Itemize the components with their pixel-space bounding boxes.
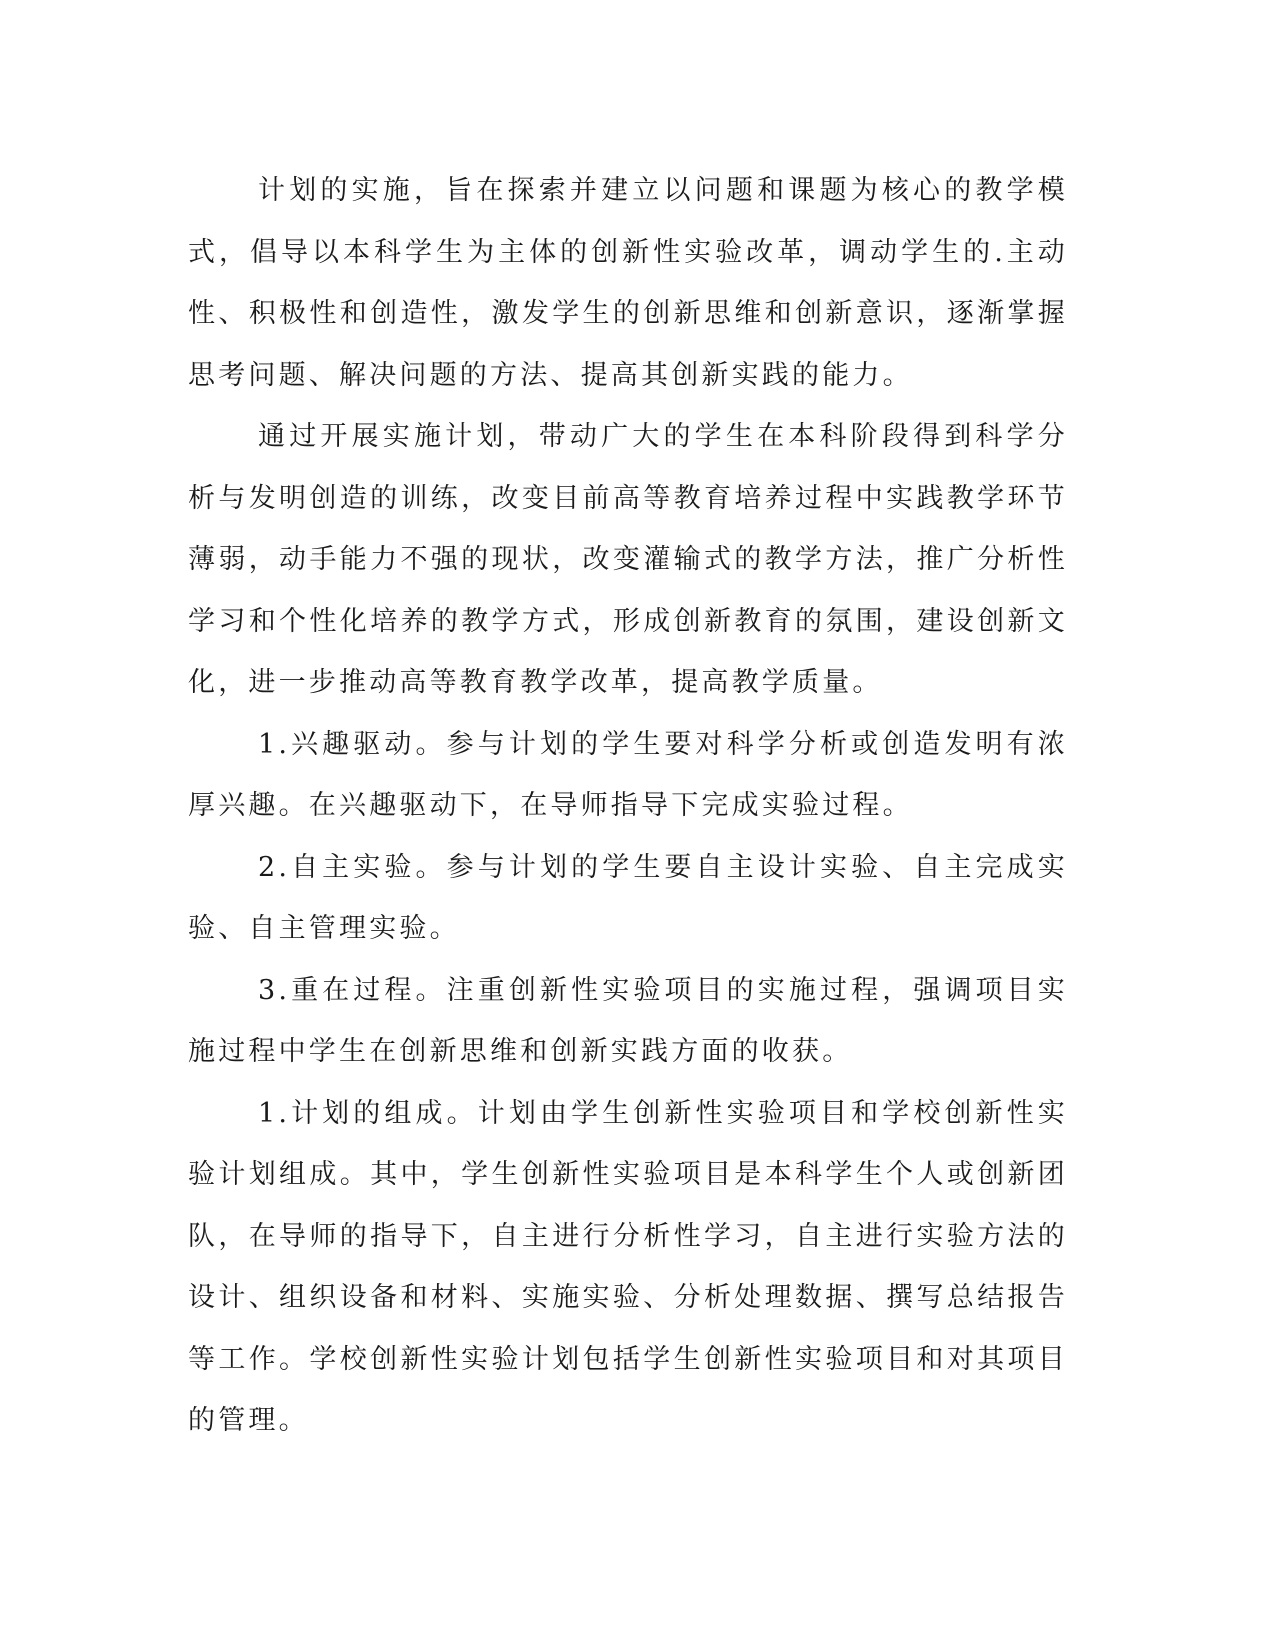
paragraph-implementation-goal: 计划的实施，旨在探索并建立以问题和课题为核心的教学模式，倡导以本科学生为主体的创新性实验改革，调动学生的.主动性、积极性和创造性，激发学生的创新思维和创新意识，逐渐掌握思考问题、解决问题的方法、提高其创新实践的能力。 xyxy=(188,175,1068,391)
paragraph-interest-driven: 1.兴趣驱动。参与计划的学生要对科学分析或创造发明有浓厚兴趣。在兴趣驱动下，在导师指导下完成实验过程。 xyxy=(188,728,1068,821)
paragraph-focus-on-process: 3.重在过程。注重创新性实验项目的实施过程，强调项目实施过程中学生在创新思维和创新实践方面的收获。 xyxy=(188,974,1068,1067)
paragraph-plan-composition: 1.计划的组成。计划由学生创新性实验项目和学校创新性实验计划组成。其中，学生创新性实验项目是本科学生个人或创新团队，在导师的指导下，自主进行分析性学习，自主进行实验方法的设计、组织设备和材料、实施实验、分析处理数据、撰写总结报告等工作。学校创新性实验计划包括学生创新性实验项目和对其项目的管理。 xyxy=(188,1097,1068,1436)
paragraph-plan-effects: 通过开展实施计划，带动广大的学生在本科阶段得到科学分析与发明创造的训练，改变目前高等教育培养过程中实践教学环节薄弱，动手能力不强的现状，改变灌输式的教学方法，推广分析性学习和个性化培养的教学方式，形成创新教育的氛围，建设创新文化，进一步推动高等教育教学改革，提高教学质量。 xyxy=(188,421,1068,698)
paragraph-independent-experiment: 2.自主实验。参与计划的学生要自主设计实验、自主完成实验、自主管理实验。 xyxy=(188,851,1068,944)
document-body xyxy=(188,160,1068,1452)
